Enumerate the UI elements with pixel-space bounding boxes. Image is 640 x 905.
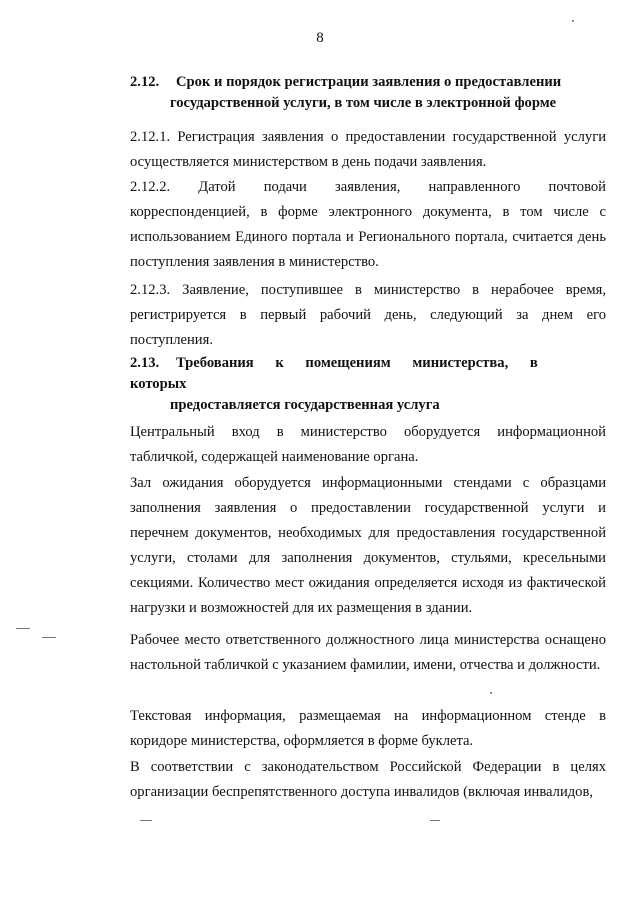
- section-number: 2.13.: [130, 355, 160, 371]
- paragraph-text-info: Текстовая информация, размещаемая на информационном стенде в коридоре министерства, оформляется в форме буклета.: [130, 708, 606, 749]
- section-title-line1: Требования к помещениям министерства, в которых: [130, 355, 538, 392]
- section-heading-2-13: [130, 353, 606, 416]
- scan-mark: [16, 628, 30, 629]
- paragraph-entrance: Центральный вход в министерство оборудуется информационной табличкой, содержащей наименование органа.: [130, 424, 606, 465]
- paragraph-2-12-2: 2.12.2. Датой подачи заявления, направленного почтовой корреспонденцией, в форме электронного документа, в том числе с использованием Единого портала и Регионального портала, считается день поступления заявления в министерство.: [130, 179, 606, 270]
- paragraph-accessibility: В соответствии с законодательством Российской Федерации в целях организации беспрепятственного доступа инвалидов (включая инвалидов,: [130, 759, 606, 800]
- scan-dot: [490, 692, 492, 694]
- section-title-line2: предоставляется государственная услуга: [170, 397, 440, 413]
- scan-mark: [42, 637, 56, 638]
- scan-dot: [572, 20, 574, 22]
- section-title-line1: Срок и порядок регистрации заявления о предоставлении: [176, 74, 562, 90]
- paragraph-waiting-hall: Зал ожидания оборудуется информационными стендами с образцами заполнения заявления о предоставлении государственной услуги и перечнем документов, необходимых для предоставления государственной услуги, столами для заполнения документов, стульями, кресельными секциями. Количество мест ожидания определяется исходя из фактической нагрузки и возможностей для их размещения в здании.: [130, 475, 606, 616]
- paragraph-2-12-3: 2.12.3. Заявление, поступившее в министерство в нерабочее время, регистрируется в первый рабочий день, следующий за днем его поступления.: [130, 282, 606, 348]
- scan-mark: [430, 820, 440, 821]
- section-title-line2: государственной услуги, в том числе в электронной форме: [170, 95, 557, 111]
- section-number: 2.12.: [130, 74, 160, 90]
- scan-mark: [140, 820, 152, 821]
- paragraph-2-12-1: 2.12.1. Регистрация заявления о предоставлении государственной услуги осуществляется министерством в день подачи заявления.: [130, 129, 606, 170]
- paragraph-workplace: Рабочее место ответственного должностного лица министерства оснащено настольной табличкой с указанием фамилии, имени, отчества и должности.: [130, 632, 606, 673]
- page-number: 8: [316, 30, 324, 46]
- section-heading-2-12: [130, 72, 606, 114]
